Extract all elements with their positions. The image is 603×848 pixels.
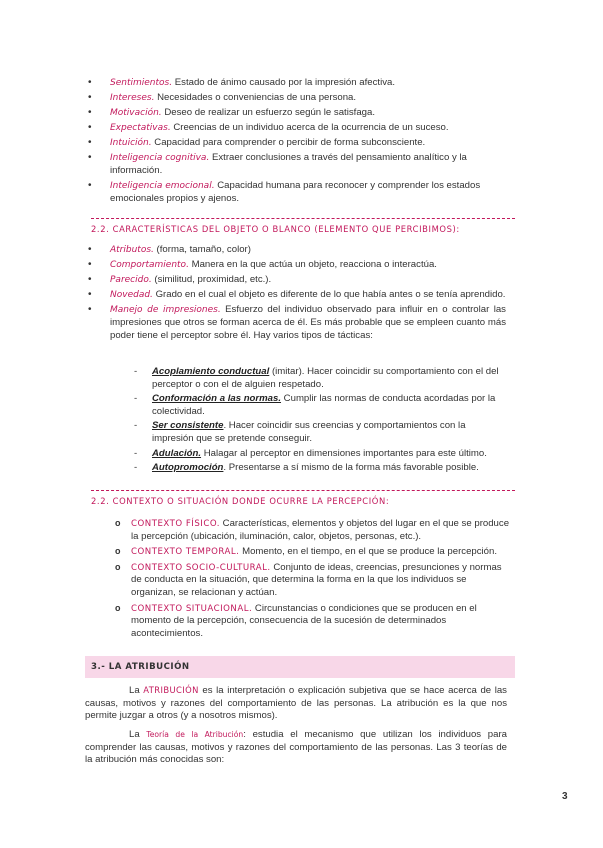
- list-item: • Manejo de impresiones. Esfuerzo del individuo observado para influir en o controlar las impresiones que otros se forman acerca de él. Es más probable que se empleen cuanto más poder tiene el perceptor sobre él. Hay varios tipos de tácticas:: [110, 304, 506, 342]
- list-item: • Intereses. Necesidades o conveniencias de una persona.: [110, 92, 510, 105]
- page-number: 3: [562, 791, 568, 802]
- list-item: - Acoplamiento conductual (imitar). Hacer coincidir su comportamiento con el del perceptor o con el de alguien respetado.: [152, 366, 507, 391]
- list-item: - Conformación a las normas. Cumplir las normas de conducta acordadas por la colectividad.: [152, 393, 507, 418]
- section-heading-atribucion: 3.- LA ATRIBUCIÓN: [91, 662, 190, 672]
- list-item: • Comportamiento. Manera en la que actúa un objeto, reacciona o interactúa.: [110, 259, 506, 272]
- list-item: • Expectativas. Creencias de un individuo acerca de la ocurrencia de un suceso.: [110, 122, 510, 135]
- object-characteristics-list: [110, 244, 506, 345]
- list-item: • Sentimientos. Estado de ánimo causado por la impresión afectiva.: [110, 77, 510, 90]
- list-item: o CONTEXTO FÍSICO. Características, elementos y objetos del lugar en el que se produce la percepción (ubicación, iluminación, calor, objetos, personas, etc.).: [131, 518, 511, 543]
- paragraph-atribucion: La ATRIBUCIÓN es la interpretación o explicación subjetiva que se hace acerca de las causas, motivos y razones del comportamiento de las personas. La atribución es la que nos permite juzgar a otros (y a nosotros mismos).: [85, 685, 507, 722]
- section-divider: [91, 218, 515, 219]
- list-item: o CONTEXTO TEMPORAL. Momento, en el tiempo, en el que se produce la percepción.: [131, 546, 511, 559]
- tactics-list: [152, 366, 507, 477]
- context-list: [131, 518, 511, 643]
- list-item: - Adulación. Halagar al perceptor en dimensiones importantes para este último.: [152, 448, 507, 461]
- list-item: o CONTEXTO SITUACIONAL. Circunstancias o condiciones que se producen en el momento de la percepción, consecuencia de la sucesión de determinados acontecimientos.: [131, 603, 511, 641]
- list-item: • Parecido. (similitud, proximidad, etc.).: [110, 274, 506, 287]
- list-item: • Atributos. (forma, tamaño, color): [110, 244, 506, 257]
- list-item: • Motivación. Deseo de realizar un esfuerzo según le satisfaga.: [110, 107, 510, 120]
- paragraph-teoria: La Teoría de la Atribución: estudia el mecanismo que utilizan los individuos para comprender las causas, motivos y razones del comportamiento de las personas. Las 3 teorías de la atribución más conocidas son:: [85, 729, 507, 766]
- section-heading-contexto: 2.2. CONTEXTO O SITUACIÓN DONDE OCURRE LA PERCEPCIÓN:: [91, 496, 390, 506]
- list-item: - Autopromoción. Presentarse a sí mismo de la forma más favorable posible.: [152, 462, 507, 475]
- list-item: • Inteligencia emocional. Capacidad humana para reconocer y comprender los estados emocionales propios y ajenos.: [110, 180, 510, 205]
- section-divider: [91, 490, 515, 491]
- perceiver-factors-list: [110, 77, 510, 208]
- section-heading-objeto: 2.2. CARACTERÍSTICAS DEL OBJETO O BLANCO (ELEMENTO QUE PERCIBIMOS):: [91, 224, 460, 234]
- list-item: o CONTEXTO SOCIO-CULTURAL. Conjunto de ideas, creencias, presunciones y normas de conducta en la situación, que determina la forma en la que los individuos se organizan, se relacionan y actúan.: [131, 562, 511, 600]
- list-item: - Ser consistente. Hacer coincidir sus creencias y comportamientos con la impresión que se pretende conseguir.: [152, 420, 507, 445]
- list-item: • Novedad. Grado en el cual el objeto es diferente de lo que había antes o se tenía aprendido.: [110, 289, 506, 302]
- list-item: • Inteligencia cognitiva. Extraer conclusiones a través del pensamiento analítico y la información.: [110, 152, 510, 177]
- list-item: • Intuición. Capacidad para comprender o percibir de forma subconsciente.: [110, 137, 510, 150]
